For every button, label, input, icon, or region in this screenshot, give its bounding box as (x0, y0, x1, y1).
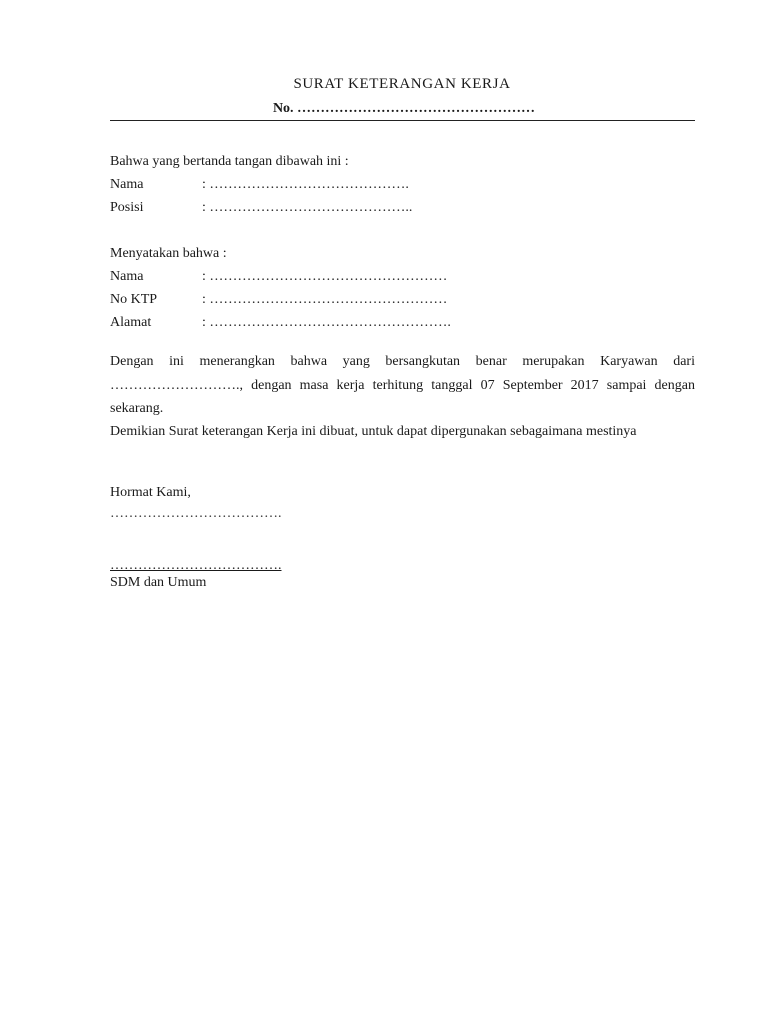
signer-name-row (110, 176, 409, 194)
title-divider (110, 120, 695, 121)
regards-text: Hormat Kami, (110, 485, 191, 500)
field-label: No KTP (110, 292, 158, 307)
intro-text: Bahwa yang bertanda tangan dibawah ini : (110, 154, 349, 169)
field-label: Nama (110, 177, 144, 192)
closing-text: Demikian Surat keterangan Kerja ini dibuat, untuk dapat dipergunakan sebagaimana mestinya (110, 424, 637, 439)
field-value: : …………………………………….. (202, 200, 413, 215)
field-value: : …………………………………………… (202, 269, 448, 284)
letter-title: SURAT KETERANGAN KERJA (293, 76, 511, 92)
department-text: SDM dan Umum (110, 575, 207, 590)
letter-number: No. …………………………………………… (272, 101, 536, 116)
body-line-1: Dengan ini menerangkan bahwa yang bersangkutan benar merupakan Karyawan dari (110, 354, 695, 369)
field-label: Nama (110, 269, 144, 284)
body-line-3: sekarang. (110, 401, 164, 416)
signature-line: ………………………………. (110, 558, 282, 573)
employee-name-row (110, 268, 447, 286)
field-value: : ……………………………………………. (202, 315, 451, 330)
field-label: Alamat (110, 315, 152, 330)
company-placeholder: ………………………………. (110, 506, 282, 521)
signer-position-row (110, 199, 412, 217)
field-label: Posisi (110, 200, 144, 215)
body-line-2: ………………………., dengan masa kerja terhitung tanggal 07 September 2017 sampai dengan (110, 378, 695, 393)
declares-text: Menyatakan bahwa : (110, 246, 227, 261)
field-value: : …………………………………………… (202, 292, 448, 307)
employee-address-row (110, 314, 451, 332)
employee-ktp-row (110, 291, 447, 309)
field-value: : ……………………………………. (202, 177, 409, 192)
